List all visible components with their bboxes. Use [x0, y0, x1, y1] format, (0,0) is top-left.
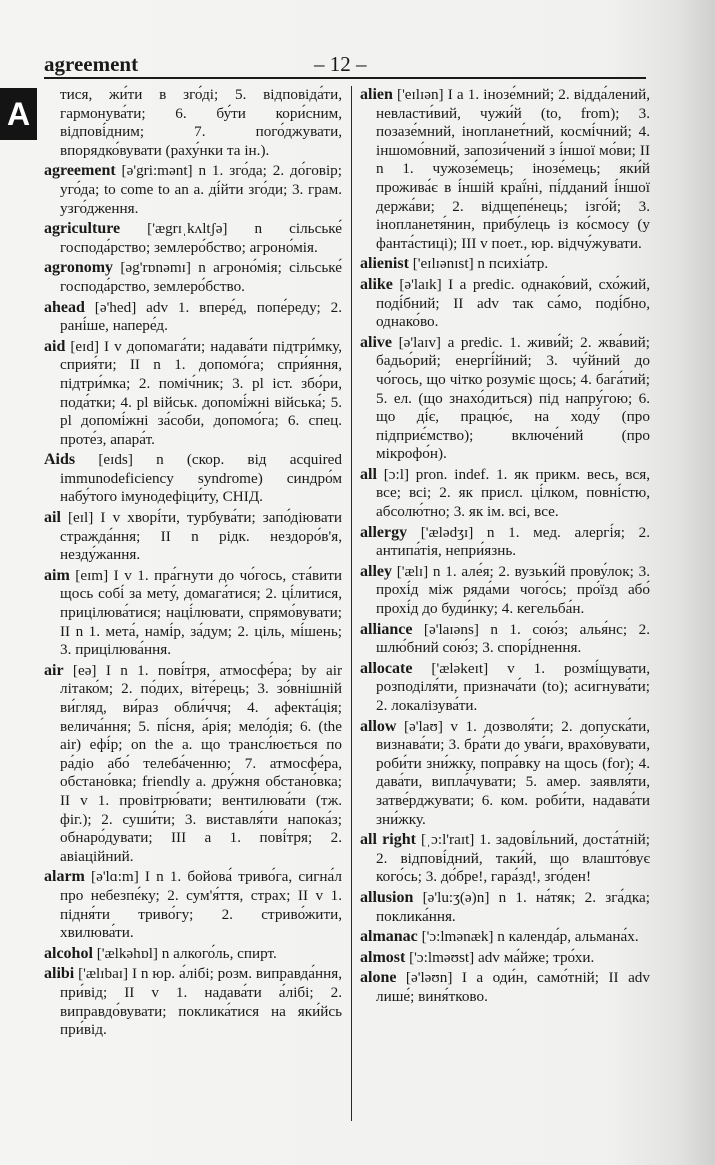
column-divider	[351, 86, 352, 1121]
entry-headword: agriculture	[44, 220, 121, 238]
entry-headword: almost	[360, 948, 406, 966]
dictionary-entry	[44, 567, 342, 660]
entry-definition: [ə'lɑ:m] I n 1. бойова́ триво́га, сигна́л про небезпе́ку; 2. сум'я́ття, страх; II v 1. підня́ти триво́гу; 2. стриво́жити, хвилюва́ти.	[60, 868, 343, 942]
dictionary-entry	[360, 524, 650, 561]
entry-definition: тися, жи́ти в зго́ді; 5. відповіда́ти, гармонува́ти; 6. бу́ти кори́сним, відпові́дним; 7. пого́джувати, впорядко́вувати (раху́нки та ін.).	[60, 86, 342, 159]
entry-headword: aid	[44, 337, 66, 355]
entry-headword: alike	[360, 275, 393, 293]
entry-definition: ['ælkəhɒl] n алкого́ль, спирт.	[96, 944, 277, 962]
entry-headword: alarm	[44, 868, 85, 886]
dictionary-entry	[360, 889, 650, 926]
dictionary-entry	[360, 86, 650, 253]
entry-headword: all	[360, 465, 377, 483]
entry-definition: ['ælədʒɪ] n 1. мед. алергі́я; 2. антипа́тія, непри́язнь.	[376, 523, 650, 560]
entry-definition: [eə] I n 1. пові́тря, атмосфе́ра; by air літако́м; 2. по́дих, віте́рець; 3. зо́внішній ви́гляд, ви́раз обли́ччя; 4. афекта́ція; велича́ння; 5. пі́сня, а́рія; мело́дія; 6. (the air) ефі́р; on the a. що трансл́юється по ра́діо або́ телеба́ченню; 7. атмосфе́ра, обстано́вка; friendly a. дру́жня обстано́вка; II v 1. провітрю́вати; вентилюва́ти (тж. фіг.); 2. суши́ти; 3. виставля́ти напока́з; обнаро́дувати; III a 1. пові́тря; 2. авіаційний.	[60, 661, 343, 865]
entry-headword: almanac	[360, 928, 418, 946]
entry-headword: alive	[360, 333, 392, 351]
dictionary-entry	[44, 509, 342, 565]
entry-headword: allow	[360, 717, 397, 735]
entry-definition: [ə'hed] adv 1. впере́д, попе́реду; 2. рані́ше, напере́д.	[60, 298, 343, 335]
dictionary-entry	[360, 334, 650, 464]
dictionary-entry	[44, 868, 342, 942]
entry-definition: [ə'laɪəns] n 1. сою́з; алья́нс; 2. шлю́бний сою́з; 3. спорі́днення.	[376, 620, 650, 657]
entry-definition: [eɪm] I v 1. пра́гнути до чо́гось, ста́вити щось собі́ за мету́, домага́тися; 2. ці́литися, прицілюва́тися; наці́лювати, спрямо́вувати; II n 1. мета́, намі́р, за́дум; 2. ціль, мі́шень; 3. прицілюва́ння.	[60, 566, 343, 659]
entry-definition: ['ægrɪˌkʌltʃə] n сільське́ господа́рство; землеро́бство; агроно́мія.	[60, 220, 342, 256]
page-number: – 12 –	[314, 52, 367, 76]
dictionary-entry	[44, 945, 342, 964]
entry-headword: all right	[360, 831, 416, 849]
entry-headword: air	[44, 661, 64, 679]
entry-headword: allergy	[360, 523, 408, 541]
dictionary-entry	[44, 299, 342, 336]
entry-definition: ['ælɪ] n 1. але́я; 2. вузьки́й прову́лок; 3. прохі́д між ряда́ми чого́сь; про́їзд або́ прохі́д до буди́нку; 4. кегельба́н.	[376, 562, 650, 618]
dictionary-entry	[44, 162, 342, 218]
entry-definition: [eɪl] I v хворі́ти, турбува́ти; запо́діювати стражда́ння; II n рідк. нездоро́в'я, незду́жання.	[60, 509, 342, 564]
entry-definition: [eɪds] n (скор. від acquired immunodeficiency syndrome) синдро́м набу́того імунодефіци́ту, СНІД.	[60, 451, 342, 506]
entry-headword: Aids	[44, 451, 76, 469]
entry-headword: agreement	[44, 162, 116, 180]
right-column	[360, 86, 650, 1009]
entry-headword: agronomy	[44, 259, 114, 277]
entry-headword: ail	[44, 509, 61, 527]
thumb-index-tab: A	[0, 88, 37, 140]
entry-definition: [ə'laɪv] a predic. 1. живи́й; 2. жва́вий; бадьо́рий; енергі́йний; 3. чу́йний до чо́гось, що чітко розуміє щось; 4. бага́тий; 5. ел. (що знахо́диться) під напру́гою; 6. що ді́є, працю́є, на ходу́ (про підприє́мство); включе́ний (про мікрофо́н).	[376, 333, 651, 463]
entry-definition: [eɪd] I v допомага́ти; надава́ти підтри́мку, сприя́ти; II n 1. допомо́га; спри́яння, підтри́мка; 2. поміч́ник; 3. pl іст. збо́ри, пода́тки; 4. pl військ. допомі́жні війська́; 5. pl допомі́жні за́соби, допомо́га; 6. спец. проте́з, апара́т.	[60, 337, 342, 448]
dictionary-entry	[360, 466, 650, 522]
entry-headword: alien	[360, 86, 393, 103]
dictionary-entry	[360, 831, 650, 887]
dictionary-entry	[360, 563, 650, 619]
dictionary-entry	[360, 255, 650, 274]
entry-definition: [ə'laʊ] v 1. дозволя́ти; 2. допуска́ти, визнава́ти; 3. бра́ти до ува́ги, врахо́вувати, роби́ти зни́жку, попра́вку на щось (for); 4. дава́ти, випла́чувати; 5. амер. заявля́ти, затве́рджувати; 6. ком. роби́ти, надава́ти зни́жку.	[376, 717, 651, 828]
dictionary-entry	[44, 338, 342, 450]
entry-definition: ['eɪlɪənɪst] n психіа́тр.	[412, 255, 549, 273]
entry-headword: allusion	[360, 888, 414, 906]
entry-definition: [ə'lu:ʒ(ə)n] n 1. на́тяк; 2. зга́дка; поклика́ння.	[376, 888, 651, 925]
page-header	[44, 52, 646, 78]
dictionary-entry	[360, 928, 650, 947]
entry-definition: [ə'ləʊn] I a оди́н, само́тній; II adv лише́; виня́тково.	[376, 969, 650, 1005]
entry-definition: [ə'laɪk] I a predic. однако́вий, схо́жий, поді́бний; II adv так са́мо, поді́бно, однако́во.	[376, 275, 650, 331]
dictionary-entry	[44, 662, 342, 867]
entry-headword: allocate	[360, 659, 413, 677]
entry-definition: ['ælɪbaɪ] I n юр. а́лібі; розм. виправда́ння, при́від; II v 1. надава́ти а́лібі; 2. виправдо́вувати; поклика́тися на яки́йсь при́від.	[60, 965, 342, 1039]
entry-definition: ['æləkeɪt] v 1. розмі́щувати, розподіля́ти, признача́ти (to); асигнува́ти; 2. локалізува́ти.	[376, 659, 651, 714]
dictionary-entry	[44, 965, 342, 1039]
entry-definition: [ɔ:l] pron. indef. 1. як прикм. весь, вся, все; всі; 2. як присл. ці́лком, повні́стю, абсолю́тно; 3. як ім. всі, все.	[376, 465, 650, 521]
entry-definition: [ə'gri:mənt] n 1. зго́да; 2. до́говір; уго́да; to come to an a. ді́йти зго́ди; 3. грам. узго́дження.	[60, 162, 342, 217]
entry-definition: ['eɪlɪən] I a 1. інозе́мний; 2. відда́лений, невласти́вий, чужи́й (to, from); 3. позазе́мний, інопланет́ний, космі́чний; 4. іншомо́вний, запози́чений з і́ншої мо́ви; II n 1. чужозе́мець; інозе́мець; яки́й прожива́є в і́ншій краї́ні, пі́дданий і́ншої держа́ви; 2. відщепе́нець; ізго́й; 3. інопланетя́нин, прибу́лець із ко́смосу (у фанта́стиці); III v поет., юр. відчу́жувати.	[376, 86, 651, 252]
guide-word: agreement	[44, 52, 139, 76]
entry-headword: ahead	[44, 298, 85, 316]
entry-definition: [ˌɔ:l'raɪt] 1. задові́льний, доста́тній; 2. відпові́дний, таки́й, що влашто́вує кого́сь; 3. до́бре!, гара́зд!, зго́ден!	[376, 831, 651, 886]
entry-headword: aim	[44, 566, 70, 584]
dictionary-entry	[360, 621, 650, 658]
entry-headword: alienist	[360, 255, 409, 273]
entry-definition: ['ɔ:lməʊst] adv ма́йже; тро́хи.	[409, 948, 595, 966]
entry-definition: ['ɔ:lmənæk] n календа́р, альмана́х.	[421, 928, 639, 946]
dictionary-entry	[44, 86, 342, 160]
entry-headword: alibi	[44, 965, 75, 983]
dictionary-entry	[44, 451, 342, 507]
header-rule	[44, 77, 646, 79]
dictionary-entry	[44, 259, 342, 296]
dictionary-entry	[360, 660, 650, 716]
entry-headword: alcohol	[44, 944, 93, 962]
dictionary-entry	[360, 276, 650, 332]
entry-headword: alone	[360, 969, 397, 987]
dictionary-entry	[44, 220, 342, 257]
dictionary-entry	[360, 949, 650, 968]
dictionary-entry	[360, 969, 650, 1006]
dictionary-entry	[360, 718, 650, 830]
entry-headword: alliance	[360, 620, 413, 638]
left-column	[44, 86, 342, 1042]
entry-headword: alley	[360, 562, 392, 580]
entry-definition: [əg'rɒnəmɪ] n агроно́мія; сільське́ господа́рство, землеро́бство.	[60, 259, 342, 295]
